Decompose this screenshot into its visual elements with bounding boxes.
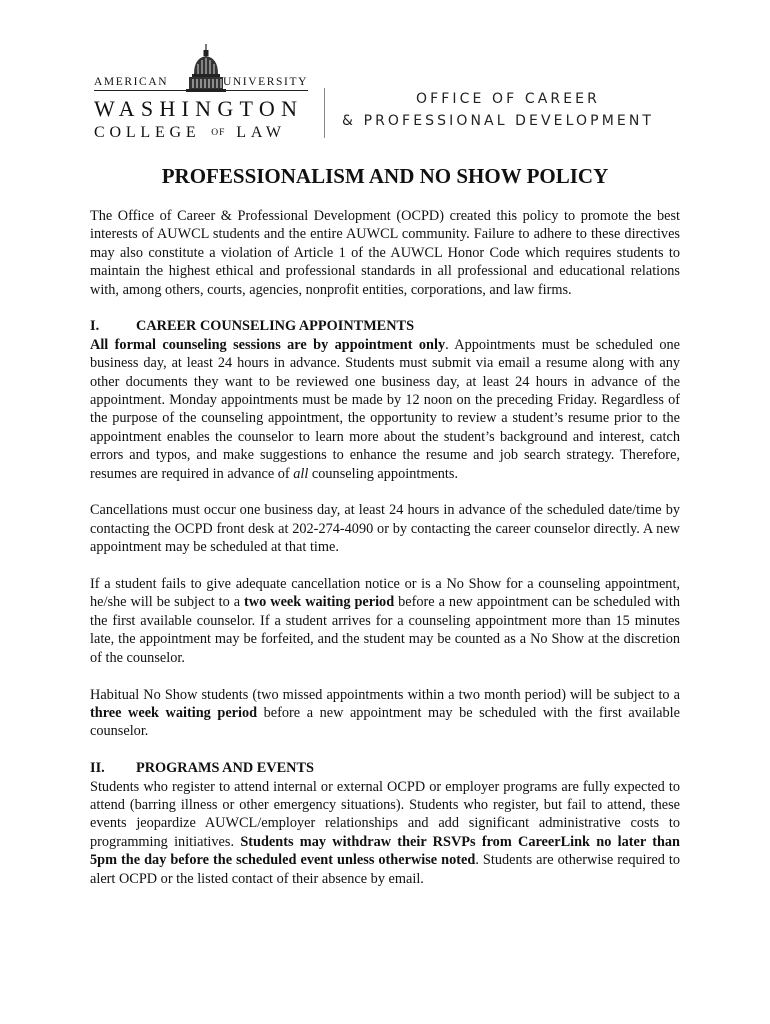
logo-of: OF — [211, 128, 226, 138]
section-1-paragraph-1: All formal counseling sessions are by appointment only. Appointments must be scheduled one business day, at least 24 hours in advance. Students must submit via email a resume along with any other documents they want to be reviewed one business day, at least 24 hours in advance of the appointment. Monday appointments must be made by 12 noon on the preceding Friday. Regardless of the purpose of the counseling appointment, the opportunity to review a student’s resume prior to the appointment enables the counselor to learn more about the student’s background and interest, catch errors and typos, and make suggestions to enhance the resume and job search strategy. Therefore, resumes are required in advance of all counseling appointments. — [90, 336, 680, 482]
letterhead-divider — [324, 88, 325, 138]
appointment-only-emphasis: All formal counseling sessions are by appointment only — [90, 336, 446, 353]
logo-washington: WASHINGTON — [94, 96, 304, 121]
section-1-paragraph-3: If a student fails to give adequate cancellation notice or is a No Show for a counseling appointment, he/she will be subject to a two week waiting period before a new appointment can be scheduled with the first available counselor. If a student arrives for a counseling appointment more than 15 minutes late, the appointment may be forfeited, and the student may be counted as a No Show at the discretion of the counselor. — [90, 576, 680, 666]
logo-law: LAW — [236, 124, 286, 141]
section-1-title: CAREER COUNSELING APPOINTMENTS — [136, 318, 415, 335]
section-2-paragraph-1: Students who register to attend internal or external OCPD or employer programs are fully expected to attend (barring illness or other emergency situations). Students who register, but fail to attend, these events jeopardize AUWCL/employer relationships and add significant administrative costs to programming initiatives. Students may withdraw their RSVPs from CareerLink no later than 5pm the day before the scheduled event unless otherwise noted. Students are otherwise required to alert OCPD or the listed contact of their absence by email. — [90, 778, 681, 887]
document-body — [90, 207, 680, 888]
section-1-paragraph-2: Cancellations must occur one business day, at least 24 hours in advance of the scheduled date/time by contacting the OCPD front desk at 202-274-4090 or by contacting the career counselor directly. A new appointment may be scheduled at that time. — [90, 502, 680, 556]
logo-college: COLLEGE — [94, 124, 201, 141]
logo-rule-left — [94, 90, 186, 91]
section-2-number: II. — [90, 760, 105, 777]
logo-college-of-law — [94, 124, 286, 142]
section-2-title: PROGRAMS AND EVENTS — [136, 760, 314, 777]
section-2-heading — [90, 759, 680, 777]
section-1-paragraph-4: Habitual No Show students (two missed appointments within a two month period) will be subject to a three week waiting period before a new appointment may be scheduled with the first available counselor. — [90, 686, 680, 740]
auwcl-logo — [92, 44, 314, 144]
three-week-emphasis: three week waiting period — [90, 704, 258, 721]
logo-university: UNIVERSITY — [223, 76, 308, 88]
document-title: PROFESSIONALISM AND NO SHOW POLICY — [161, 164, 609, 188]
logo-rule-right — [222, 90, 308, 91]
office-name — [342, 88, 654, 132]
intro-paragraph: The Office of Career & Professional Development (OCPD) created this policy to promote the best interests of AUWCL students and the entire AUWCL community. Failure to adhere to these directives may also constitute a violation of Article 1 of the AUWCL Honor Code which requires students to maintain the highest ethical and professional standards in all professional and educational relations with, among others, courts, agencies, nonprofit entities, corporations, and law firms. — [90, 208, 680, 298]
section-1-heading — [90, 317, 680, 335]
logo-american: AMERICAN — [94, 76, 169, 88]
office-line-2: & PROFESSIONAL DEVELOPMENT — [342, 113, 655, 129]
section-1-number: I. — [90, 318, 100, 335]
rsvp-withdraw-emphasis: Students may withdraw their RSVPs from CareerLink no later than 5pm the day before the scheduled event unless otherwise noted — [90, 833, 681, 869]
office-line-1: OFFICE OF CAREER — [416, 91, 600, 107]
all-emphasis: all — [293, 465, 309, 482]
two-week-emphasis: two week waiting period — [244, 594, 395, 611]
